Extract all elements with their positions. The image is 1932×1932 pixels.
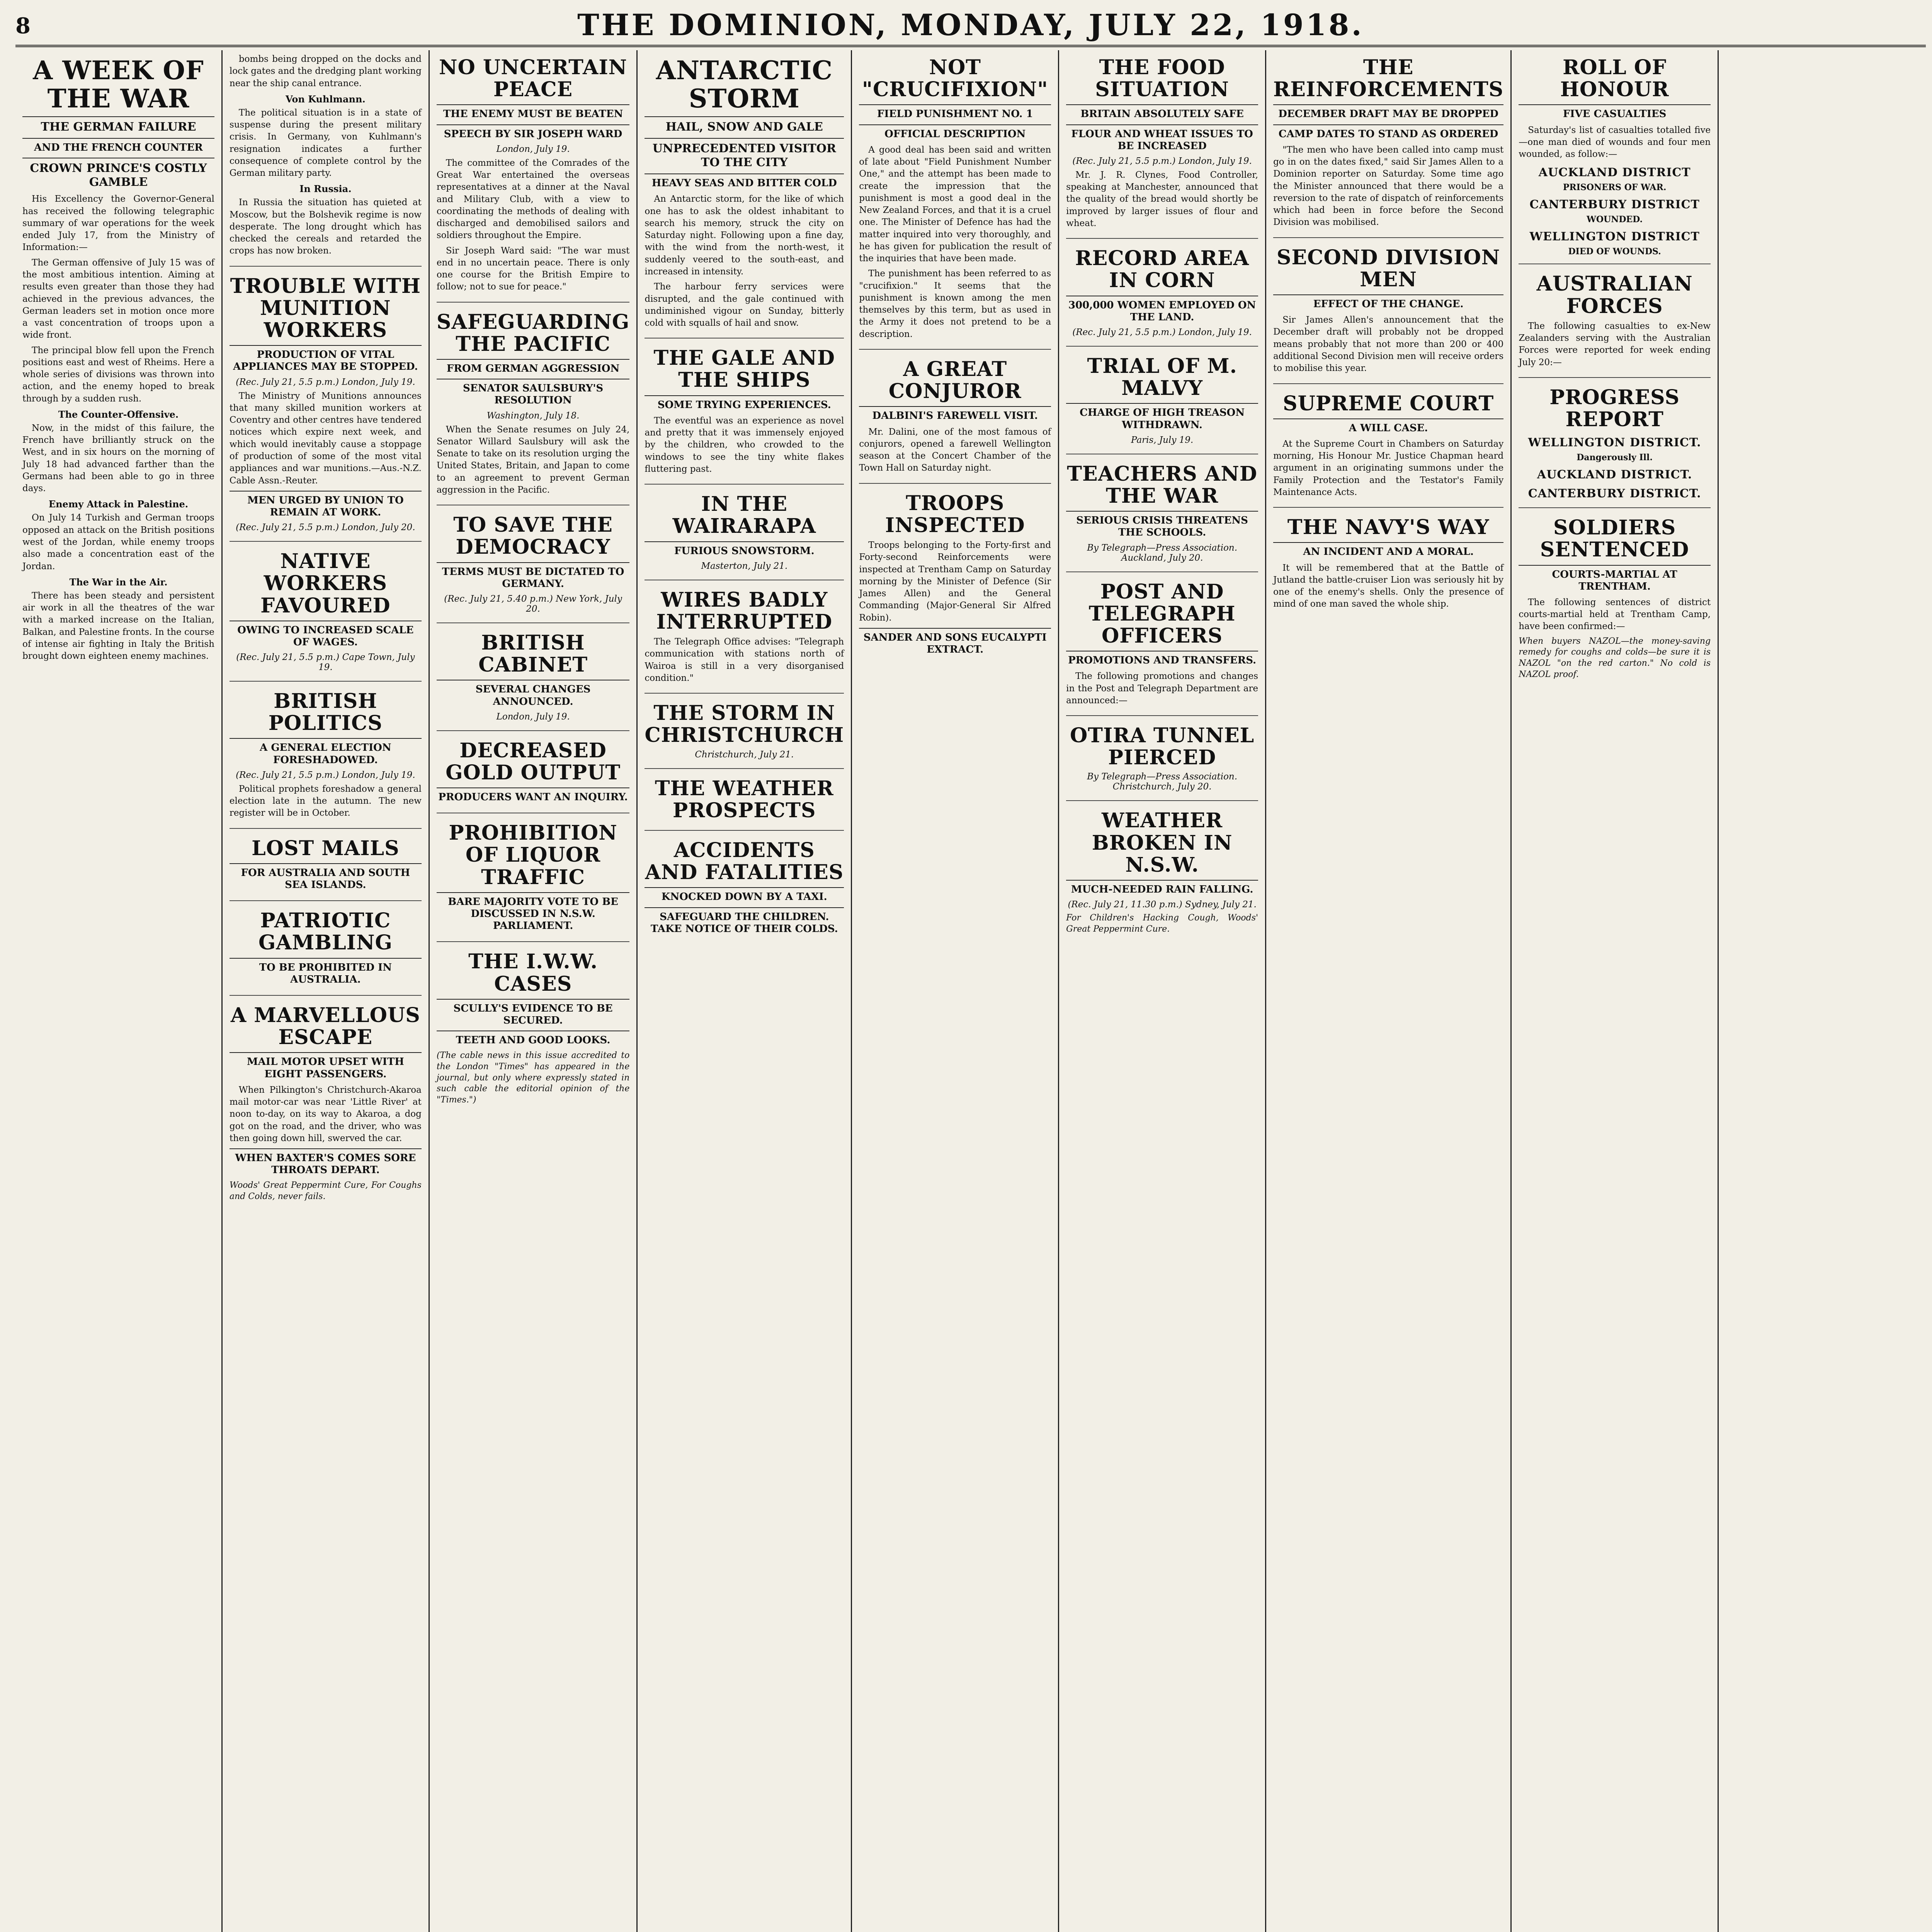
deck: AN INCIDENT AND A MORAL.: [1273, 542, 1503, 558]
column-2: [223, 50, 430, 1932]
article-second-division: [1273, 247, 1503, 384]
advert-headline: SAFEGUARD THE CHILDREN. TAKE NOTICE OF THEIR COLDS.: [645, 907, 844, 935]
article-iww-cases: [437, 951, 630, 1114]
headline: ANTARCTIC STORM: [656, 55, 833, 114]
article-not-crucifixion: [859, 56, 1051, 350]
article-gold-output: [437, 740, 630, 814]
paragraph: The harbour ferry services were disrupted, and the gale continued with undiminished vigour on Sunday, bitterly cold with squalls of hail and snow.: [645, 282, 844, 328]
deck: A GENERAL ELECTION FORESHADOWED.: [230, 738, 422, 766]
paragraph: An Antarctic storm, for the like of which one has to ask the oldest inhabitant to search his memory, struck the city on Saturday night. Following upon a fine day, with the wind from the north-west, it suddenly veered to the south-east, and increased in intensity.: [645, 194, 844, 277]
advert-line: For Children's Hacking Cough, Woods' Great Peppermint Cure.: [1066, 913, 1259, 934]
deck: PROMOTIONS AND TRANSFERS.: [1066, 651, 1258, 667]
paragraph: At the Supreme Court in Chambers on Saturday morning, His Honour Mr. Justice Chapman heard argument in an originating summons under the Family Protection and the Testator's Family Maintenance Acts.: [1273, 439, 1504, 497]
headline: A WEEK OF THE WAR: [33, 55, 204, 114]
deck: FURIOUS SNOWSTORM.: [645, 541, 844, 557]
article-trial-malvy: [1066, 355, 1258, 454]
headline: THE GALE AND THE SHIPS: [653, 346, 835, 392]
dateline: By Telegraph—Press Association. Christchurch, July 20.: [1087, 772, 1238, 792]
article-safeguarding-pacific: [437, 311, 630, 506]
headline: A MARVELLOUS ESCAPE: [230, 1003, 420, 1049]
article-marvellous-escape: [230, 1004, 422, 1211]
deck: SEVERAL CHANGES ANNOUNCED.: [437, 680, 630, 707]
headline: OTIRA TUNNEL PIERCED: [1070, 724, 1255, 770]
headline: PATRIOTIC GAMBLING: [258, 909, 393, 955]
deck: OFFICIAL DESCRIPTION: [859, 124, 1051, 140]
article-liquor-prohibition: [437, 822, 630, 942]
article-record-area-corn: [1066, 247, 1258, 347]
headline: THE NAVY'S WAY: [1287, 515, 1490, 539]
paragraph: The following sentences of district courts-martial held at Trentham Camp, have been confirmed:—: [1519, 597, 1711, 632]
article-troops-inspected: [859, 492, 1051, 665]
casualty-category: WOUNDED.: [1587, 214, 1643, 225]
column-6: [1059, 50, 1266, 1932]
deck: TO BE PROHIBITED IN AUSTRALIA.: [230, 958, 422, 986]
deck: FLOUR AND WHEAT ISSUES TO BE INCREASED: [1066, 124, 1258, 152]
dateline: Christchurch, July 21.: [695, 749, 794, 760]
deck: SCULLY'S EVIDENCE TO BE SECURED.: [437, 999, 630, 1027]
article-weather-nsw: [1066, 810, 1258, 943]
dateline: London, July 19.: [496, 711, 570, 722]
deck: A WILL CASE.: [1273, 418, 1503, 434]
deck: KNOCKED DOWN BY A TAXI.: [645, 887, 844, 903]
dateline: (Rec. July 21, 5.40 p.m.) New York, July 20.: [444, 594, 622, 614]
headline: POST AND TELEGRAPH OFFICERS: [1088, 580, 1236, 648]
deck: THE GERMAN FAILURE: [22, 116, 214, 134]
article-food-situation: [1066, 56, 1258, 239]
deck: MEN URGED BY UNION TO REMAIN AT WORK.: [230, 491, 422, 519]
dateline: (Rec. July 21, 5.5 p.m.) London, July 19.: [236, 770, 415, 780]
paragraph: When Pilkington's Christchurch-Akaroa mail motor-car was near 'Little River' at noon to-day, on its way to Akaroa, a dog got on the road, and the driver, who was then going down hill, swerved the car.: [229, 1085, 422, 1143]
paragraph: A good deal has been said and written of late about "Field Punishment Number One," and the attempt has been made to create the impression that the punishment is most a good deal in the New Zealand Forces, and that it is a cruel one. The Minister of Defence has had the matter inquired into very thoroughly, and he has given for publication the result of the inquiries that have been made.: [859, 145, 1051, 264]
column-9: [1719, 50, 1926, 1932]
article-reinforcements: [1273, 56, 1503, 238]
casualty-category: Dangerously Ill.: [1577, 452, 1653, 463]
article-patriotic-gambling: [230, 910, 422, 996]
headline: THE REINFORCEMENTS: [1273, 56, 1504, 102]
headline: THE WEATHER PROSPECTS: [655, 776, 834, 822]
deck: TEETH AND GOOD LOOKS.: [437, 1031, 630, 1046]
headline: SAFEGUARDING THE PACIFIC: [436, 310, 630, 356]
headline: AUSTRALIAN FORCES: [1536, 272, 1693, 318]
page-number: 8: [15, 13, 31, 39]
article-progress-report: [1519, 386, 1711, 508]
article-australian-forces: [1519, 273, 1711, 378]
deck: SENATOR SAULSBURY'S RESOLUTION: [437, 379, 630, 406]
dateline: (Rec. July 21, 5.5 p.m.) London, July 19.: [236, 377, 415, 387]
columns: [15, 50, 1926, 1932]
paragraph: The committee of the Comrades of the Great War entertained the overseas representatives at a dinner at the Naval and Military Club, with a view to coordinating the methods of dealing with discharged and demobilised sailors and soldiers throughout the Empire.: [436, 158, 630, 241]
headline: RECORD AREA IN CORN: [1075, 247, 1249, 293]
headline: SOLDIERS SENTENCED: [1540, 516, 1689, 562]
deck: SPEECH BY SIR JOSEPH WARD: [437, 124, 630, 140]
paragraph: There has been steady and persistent air work in all the theatres of the war with a marked increase on the Italian, Balkan, and Palestine fronts. In the course of intense air fighting in Italy the British brought down eighteen enemy machines.: [22, 590, 214, 662]
headline: BRITISH CABINET: [478, 631, 588, 677]
article-christchurch-storm: [645, 702, 844, 769]
dateline: (Rec. July 21, 5.5 p.m.) Cape Town, July 19.: [236, 652, 415, 673]
deck: CHARGE OF HIGH TREASON WITHDRAWN.: [1066, 403, 1258, 431]
deck: FOR AUSTRALIA AND SOUTH SEA ISLANDS.: [230, 863, 422, 891]
paragraph: On July 14 Turkish and German troops opposed an attack on the British positions west of the Jordan, while enemy troops also made a concentration east of the Jordan.: [22, 513, 214, 571]
article-week-of-war: [22, 56, 214, 671]
dateline: (Rec. July 21, 5.5 p.m.) London, July 20.: [236, 522, 415, 533]
dateline: Masterton, July 21.: [701, 561, 788, 571]
subheading: In Russia.: [299, 183, 352, 195]
deck: CAMP DATES TO STAND AS ORDERED: [1273, 124, 1503, 140]
district-heading: AUCKLAND DISTRICT.: [1537, 468, 1692, 482]
article-munition-workers: [230, 275, 422, 542]
article-british-cabinet: [437, 632, 630, 731]
article-roll-of-honour: [1519, 56, 1711, 264]
paragraph: Political prophets foreshadow a general election late in the autumn. The new register will be in October.: [229, 784, 422, 818]
headline: WIRES BADLY INTERRUPTED: [656, 588, 833, 634]
article-lost-mails: [230, 837, 422, 901]
column-8: [1512, 50, 1719, 1932]
deck: SERIOUS CRISIS THREATENS THE SCHOOLS.: [1066, 511, 1258, 539]
article-teachers-war: [1066, 463, 1258, 572]
deck: 300,000 WOMEN EMPLOYED ON THE LAND.: [1066, 296, 1258, 323]
article-great-conjuror: [859, 358, 1051, 484]
column-3: [430, 50, 638, 1932]
dateline: Paris, July 19.: [1131, 435, 1194, 445]
column-7: [1266, 50, 1512, 1932]
deck: THE ENEMY MUST BE BEATEN: [437, 104, 630, 120]
deck: TERMS MUST BE DICTATED TO GERMANY.: [437, 562, 630, 590]
headline: THE I.W.W. CASES: [468, 950, 598, 996]
column-4: [638, 50, 852, 1932]
deck: BARE MAJORITY VOTE TO BE DISCUSSED IN N.S.W. PARLIAMENT.: [437, 892, 630, 932]
article-british-politics: [230, 690, 422, 829]
paragraph: His Excellency the Governor-General has received the following telegraphic summary of war operations for the week ended July 17, from the Ministry of Information:—: [22, 194, 214, 253]
subheading: The Counter-Offensive.: [58, 408, 179, 420]
headline: NATIVE WORKERS FAVOURED: [260, 549, 391, 617]
paragraph: The following promotions and changes in the Post and Telegraph Department are announced:—: [1066, 671, 1259, 706]
headline: TROUBLE WITH MUNITION WORKERS: [230, 274, 421, 342]
district-heading: WELLINGTON DISTRICT: [1529, 230, 1700, 244]
deck: PRODUCTION OF VITAL APPLIANCES MAY BE STOPPED.: [230, 345, 422, 373]
deck: SOME TRYING EXPERIENCES.: [645, 395, 844, 411]
deck: MUCH-NEEDED RAIN FALLING.: [1066, 880, 1258, 896]
paragraph: Mr. Dalini, one of the most famous of conjurors, opened a farewell Wellington season at the Concert Chamber of the Town Hall on Saturday night.: [859, 427, 1051, 473]
deck: FROM GERMAN AGGRESSION: [437, 359, 630, 375]
headline: BRITISH POLITICS: [268, 689, 383, 735]
paragraph: The principal blow fell upon the French positions east and west of Rheims. Here a whole series of divisions was thrown into action, and the enemy hoped to break through by a sudden rush.: [22, 345, 214, 404]
paragraph: It will be remembered that at the Battle of Jutland the battle-cruiser Lion was seriously hit by one of the enemy's shells. Only the presence of mind of one man saved the whole ship.: [1273, 563, 1504, 609]
subheading: The War in the Air.: [69, 576, 168, 588]
advert-line: Woods' Great Peppermint Cure, For Coughs and Colds, never fails.: [229, 1180, 422, 1201]
article-post-telegraph: [1066, 581, 1258, 716]
dateline: (Rec. July 21, 5.5 p.m.) London, July 19.: [1072, 156, 1252, 166]
paragraph: Sir Joseph Ward said: "The war must end in no uncertain peace. There is only one course for the British Empire to follow; not to sue for peace.": [436, 245, 630, 292]
paragraph: The Ministry of Munitions announces that many skilled munition workers at Coventry and other centres have tendered notices which expire next week, and which would inevitably cause a stoppage of production of some of the most vital appliances and war munitions.—Aus.-N.Z. Cable Assn.-Reuter.: [229, 391, 422, 486]
paragraph: The punishment has been referred to as "crucifixion." It seems that the punishment is known among the men themselves by this term, but as used in the Army it does not pretend to be a description.: [859, 269, 1051, 339]
deck: HAIL, SNOW AND GALE: [645, 116, 844, 134]
paragraph: The eventful was an experience as novel and pretty that it was immensely enjoyed by the children, who crowded to the windows to see the tiny white flakes fluttering past.: [645, 415, 844, 474]
paragraph: Sir James Allen's announcement that the December draft will probably not be dropped means probably that not more than 200 or 400 additional Second Division men will receive orders to mobilise this year.: [1273, 315, 1504, 374]
headline: THE STORM IN CHRISTCHURCH: [645, 701, 844, 747]
article-navys-way: [1273, 516, 1503, 619]
district-heading: CANTERBURY DISTRICT: [1529, 198, 1700, 212]
headline: THE FOOD SITUATION: [1095, 56, 1229, 102]
deck: UNPRECEDENTED VISITOR TO THE CITY: [645, 138, 844, 170]
paragraph: The political situation is in a state of suspense during the present military crisis. In Germany, von Kuhlmann's resignation indicates a further consequence of complete control by the German military party.: [229, 107, 422, 179]
deck: COURTS-MARTIAL AT TRENTHAM.: [1519, 565, 1711, 593]
paragraph: When the Senate resumes on July 24, Senator Willard Saulsbury will ask the Senate to take on its resolution urging the United States, Britain, and Japan to come to an agreement to prevent German aggression in the Pacific.: [436, 424, 630, 495]
deck: DALBINI'S FAREWELL VISIT.: [859, 406, 1051, 422]
paragraph: Troops belonging to the Forty-first and Forty-second Reinforcements were inspected at Trentham Camp on Saturday morning by the Minister of Defence (Sir James Allen) and the General Commanding (Major-General Sir Alfred Robin).: [859, 540, 1051, 623]
dateline: (Rec. July 21, 5.5 p.m.) London, July 19.: [1072, 327, 1252, 338]
article-wairarapa: [645, 493, 844, 580]
headline: PROHIBITION OF LIQUOR TRAFFIC: [449, 821, 617, 889]
deck: DECEMBER DRAFT MAY BE DROPPED: [1273, 104, 1503, 120]
paragraph: bombs being dropped on the docks and lock gates and the dredging plant working near the ship canal entrance.: [229, 54, 422, 88]
paragraph: The following casualties to ex-New Zealanders serving with the Australian Forces were reported for week ending July 20:—: [1519, 321, 1711, 367]
paragraph: "The men who have been called into camp must go in on the dates fixed," said Sir James Allen to a Dominion reporter on Saturday. Some time ago the Minister announced that there would be a reversion to the rate of dispatch of reinforcements which had been in force before the Second Division was mobilised.: [1273, 145, 1504, 228]
masthead: [15, 6, 1926, 47]
paragraph: Now, in the midst of this failure, the French have brilliantly struck on the West, and in six hours on the morning of July 18 had advanced farther than the Germans had been able to go in three days.: [22, 423, 214, 494]
deck: BRITAIN ABSOLUTELY SAFE: [1066, 104, 1258, 120]
headline: TO SAVE THE DEMOCRACY: [453, 513, 613, 559]
paragraph: The Telegraph Office advises: "Telegraph communication with stations north of Wairoa is still in a very disorganised condition.": [645, 637, 844, 683]
subheading: Enemy Attack in Palestine.: [48, 498, 189, 510]
article-wires-interrupted: [645, 589, 844, 694]
deck: AND THE FRENCH COUNTER: [22, 138, 214, 154]
article-continued: [230, 53, 422, 267]
deck: HEAVY SEAS AND BITTER COLD: [645, 173, 844, 189]
dateline: London, July 19.: [496, 144, 570, 154]
article-supreme-court: [1273, 393, 1503, 508]
paragraph: Mr. J. R. Clynes, Food Controller, speaking at Manchester, announced that the quality of the bread would shortly be improved by larger issues of flour and wheat.: [1066, 170, 1259, 228]
dateline: By Telegraph—Press Association. Auckland, July 20.: [1087, 543, 1238, 563]
headline: WEATHER BROKEN IN N.S.W.: [1092, 809, 1233, 877]
deck: CROWN PRINCE'S COSTLY GAMBLE: [22, 158, 214, 189]
headline: ROLL OF HONOUR: [1560, 56, 1669, 102]
headline: IN THE WAIRARAPA: [672, 492, 816, 538]
article-accidents: [645, 839, 844, 944]
deck: EFFECT OF THE CHANGE.: [1273, 294, 1503, 310]
district-heading: CANTERBURY DISTRICT.: [1528, 487, 1701, 501]
district-heading: AUCKLAND DISTRICT: [1538, 166, 1691, 180]
deck: FIVE CASUALTIES: [1519, 104, 1711, 120]
paragraph: The German offensive of July 15 was of the most ambitious intention. Aiming at results even greater than those they had achieved in the previous advances, the German leaders set in motion once more a vast concentration of troops upon a wide front.: [22, 257, 214, 340]
article-save-democracy: [437, 514, 630, 623]
casualty-category: PRISONERS OF WAR.: [1563, 182, 1667, 193]
deck: WHEN BAXTER'S COMES SORE THROATS DEPART.: [230, 1148, 422, 1176]
headline: LOST MAILS: [252, 836, 400, 860]
masthead-title: THE DOMINION, MONDAY, JULY 22, 1918.: [577, 8, 1364, 42]
headline: TRIAL OF M. MALVY: [1087, 354, 1237, 400]
headline: ACCIDENTS AND FATALITIES: [645, 838, 844, 884]
article-no-uncertain-peace: [437, 56, 630, 303]
headline: SUPREME COURT: [1283, 391, 1494, 415]
article-gale-ships: [645, 347, 844, 485]
column-1: [15, 50, 223, 1932]
district-heading: WELLINGTON DISTRICT.: [1528, 436, 1701, 450]
headline: NOT "CRUCIFIXION": [862, 56, 1048, 102]
dateline: Washington, July 18.: [486, 410, 580, 421]
deck: PRODUCERS WANT AN INQUIRY.: [437, 787, 630, 803]
article-otira-tunnel: [1066, 724, 1258, 801]
editorial-note: (The cable news in this issue accredited to the London "Times" has appeared in the journal, but only where expressly stated in such cable the editorial opinion of the "Times."): [436, 1051, 630, 1105]
paragraph: Saturday's list of casualties totalled five—one man died of wounds and four men wounded, as follow:—: [1519, 125, 1711, 160]
column-5: [852, 50, 1059, 1932]
headline: DECREASED GOLD OUTPUT: [446, 738, 621, 784]
deck: FIELD PUNISHMENT NO. 1: [859, 104, 1051, 120]
subheading: Von Kuhlmann.: [285, 93, 366, 105]
paragraph: In Russia the situation has quieted at Moscow, but the Bolshevik regime is now desperate. The long drought which has checked the cereals and retarded the crops has now broken.: [229, 197, 422, 256]
headline: PROGRESS REPORT: [1549, 385, 1680, 431]
headline: A GREAT CONJUROR: [888, 357, 1022, 403]
deck: MAIL MOTOR UPSET WITH EIGHT PASSENGERS.: [230, 1052, 422, 1080]
advert-line: When buyers NAZOL—the money-saving remedy for coughs and colds—be sure it is NAZOL "on the red carton." No cold is NAZOL proof.: [1519, 636, 1711, 679]
dateline: (Rec. July 21, 11.30 p.m.) Sydney, July 21.: [1068, 900, 1257, 910]
headline: SECOND DIVISION MEN: [1276, 245, 1500, 291]
article-weather-prospects: [645, 777, 844, 831]
headline: TROOPS INSPECTED: [885, 491, 1025, 537]
headline: NO UNCERTAIN PEACE: [439, 56, 628, 102]
article-soldiers-sentenced: [1519, 517, 1711, 689]
article-antarctic-storm: [645, 56, 844, 338]
article-native-workers: [230, 550, 422, 682]
deck: OWING TO INCREASED SCALE OF WAGES.: [230, 621, 422, 648]
casualty-category: DIED OF WOUNDS.: [1568, 247, 1661, 257]
headline: TEACHERS AND THE WAR: [1067, 462, 1257, 508]
advert-headline: SANDER AND SONS EUCALYPTI EXTRACT.: [859, 628, 1051, 656]
